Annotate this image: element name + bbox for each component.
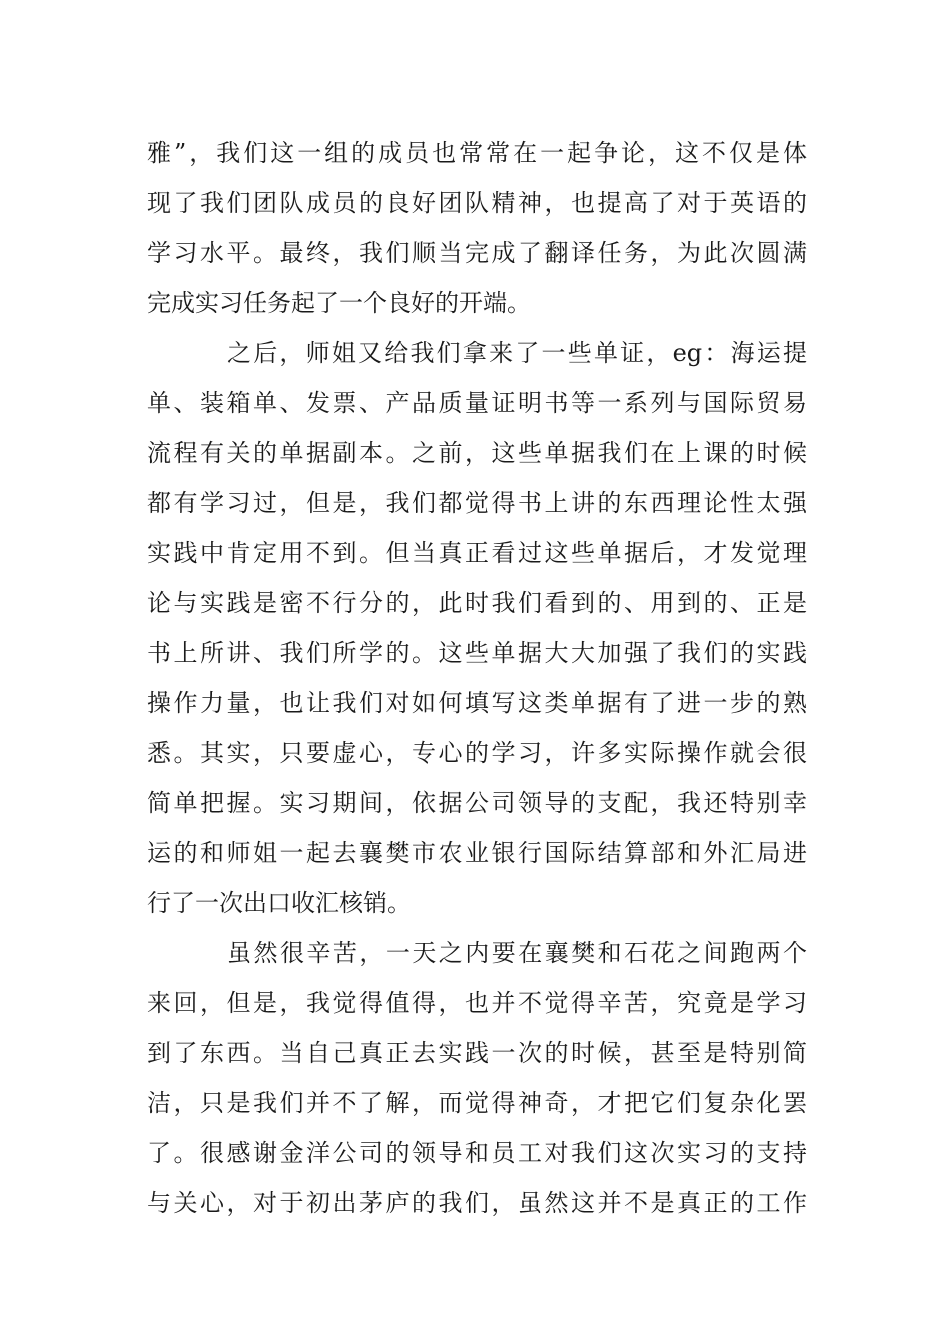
text-line: 完成实习任务起了一个良好的开端。 [147, 289, 531, 317]
text-line: 都有学习过，但是，我们都觉得书上讲的东西理论性太强 [147, 489, 807, 517]
text-line: 书上所讲、我们所学的。这些单据大大加强了我们的实践 [147, 639, 807, 667]
text-line: 虽然很辛苦，一天之内要在襄樊和石花之间跑两个 [227, 939, 807, 967]
text-line: 简单把握。实习期间，依据公司领导的支配，我还特别幸 [147, 789, 807, 817]
text-line: 洁，只是我们并不了解，而觉得神奇，才把它们复杂化罢 [147, 1089, 807, 1117]
text-line: 与关心，对于初出茅庐的我们，虽然这并不是真正的工作 [147, 1189, 807, 1217]
text-line: 论与实践是密不行分的，此时我们看到的、用到的、正是 [147, 589, 807, 617]
text-line: 流程有关的单据副本。之前，这些单据我们在上课的时候 [147, 439, 807, 467]
text-line: 学习水平。最终，我们顺当完成了翻译任务，为此次圆满 [147, 239, 807, 267]
text-line: 到了东西。当自己真正去实践一次的时候，甚至是特别简 [147, 1039, 807, 1067]
text-line: 悉。其实，只要虚心，专心的学习，许多实际操作就会很 [147, 739, 807, 767]
text-line: 行了一次出口收汇核销。 [147, 889, 411, 917]
text-line: 操作力量，也让我们对如何填写这类单据有了进一步的熟 [147, 689, 807, 717]
text-line: 雅”，我们这一组的成员也常常在一起争论，这不仅是体 [147, 139, 807, 167]
text-line: 了。很感谢金洋公司的领导和员工对我们这次实习的支持 [147, 1139, 807, 1167]
text-line: 运的和师姐一起去襄樊市农业银行国际结算部和外汇局进 [147, 839, 807, 867]
text-line: 现了我们团队成员的良好团队精神，也提高了对于英语的 [147, 189, 807, 217]
text-line: 单、装箱单、发票、产品质量证明书等一系列与国际贸易 [147, 389, 807, 417]
text-line: 之后，师姐又给我们拿来了一些单证，eg：海运提 [227, 339, 807, 367]
text-line: 实践中肯定用不到。但当真正看过这些单据后，才发觉理 [147, 539, 807, 567]
text-line: 来回，但是，我觉得值得，也并不觉得辛苦，究竟是学习 [147, 989, 807, 1017]
